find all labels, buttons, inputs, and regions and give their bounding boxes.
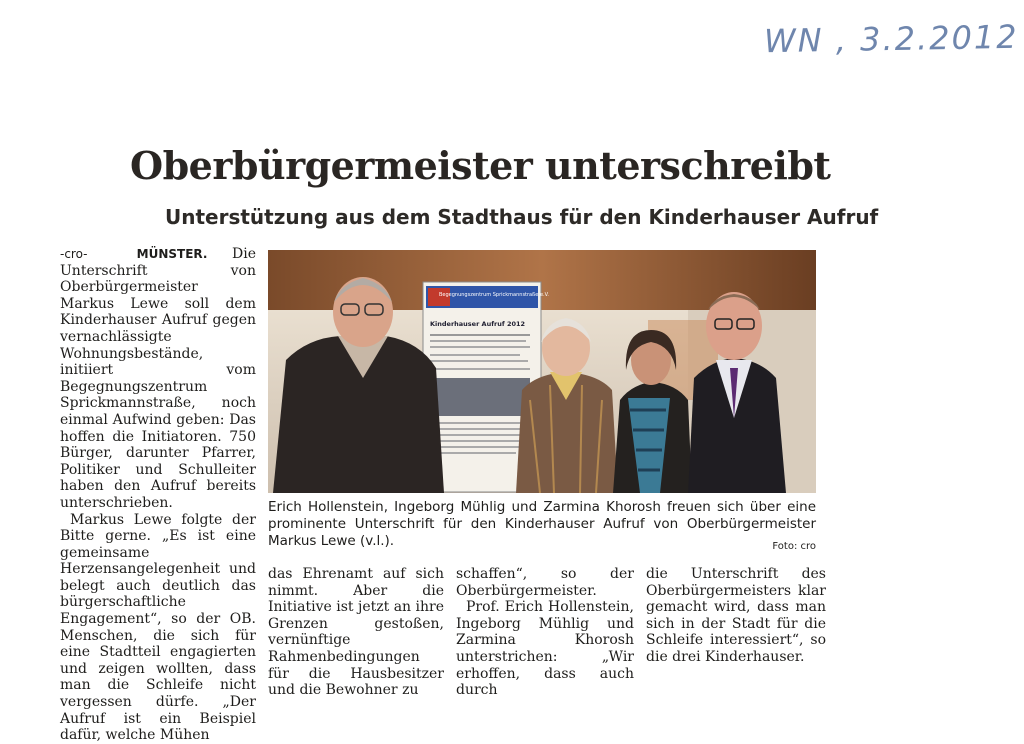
article-headline: Oberbürgermeister unterschreibt bbox=[130, 143, 831, 188]
paragraph: Markus Lewe folgte der Bitte gerne. „Es ist eine gemeinsame Herzensangelegenheit und belegt auch deutlich das bürgerschaftliche Engagement“, so der OB. Menschen, die sich für eine Stadtteil engagierten und zeigen wollten, dass man die Schleife nicht vergessen dürfe. „Der Aufruf ist ein Beispiel dafür, welche Mühen bbox=[60, 511, 256, 744]
paragraph: Prof. Erich Hollenstein, Ingeborg Mühlig und Zarmina Khorosh unterstrichen: „Wir erhoffen, dass auch durch bbox=[456, 599, 634, 699]
text-column-3 bbox=[456, 566, 634, 699]
text-column-1 bbox=[60, 246, 256, 744]
poster-photo bbox=[430, 378, 530, 416]
poster-banner-title: Begegnungszentrum Sprickmannstraße e.V. bbox=[439, 292, 549, 298]
clipping-date-handwritten: WN , 3.2.2012 bbox=[763, 17, 1019, 61]
text-column-4 bbox=[646, 566, 826, 666]
poster-heading: Kinderhauser Aufruf 2012 bbox=[430, 320, 526, 328]
text-column-2 bbox=[268, 566, 444, 699]
article-subheadline: Unterstützung aus dem Stadthaus für den Kinderhauser Aufruf bbox=[165, 205, 879, 229]
paragraph bbox=[60, 246, 256, 512]
article-photo bbox=[268, 250, 816, 493]
paragraph: schaffen“, so der Oberbürgermeister. bbox=[456, 566, 634, 599]
paragraph: das Ehrenamt auf sich nimmt. Aber die Initiative ist jetzt an ihre Grenzen gestoßen, vernünftige Rahmenbedingungen für die Hausbesitzer und die Bewohner zu bbox=[268, 566, 444, 699]
photo-credit: Foto: cro bbox=[772, 541, 816, 552]
paragraph: die Unterschrift des Oberbürgermeisters klar gemacht wird, dass man sich in der Stadt für die Schleife interessiert“, so die drei Kinderhauser. bbox=[646, 566, 826, 665]
photo-illustration bbox=[268, 250, 816, 493]
paragraph-text: Die Unterschrift von Oberbürgermeister Markus Lewe soll dem Kinderhauser Aufruf gegen vernachlässigte Wohnungsbestände, initiiert vom Begegnungszentrum Sprickmannstraße, noch einmal Aufwind geben: Das hoffen die Initiatoren. 750 Bürger, darunter Pfarrer, Politiker und Schulleiter haben den Aufruf bereits unterschrieben. bbox=[60, 246, 256, 511]
author-signature: -cro- bbox=[60, 247, 88, 261]
photo-caption: Erich Hollenstein, Ingeborg Mühlig und Zarmina Khorosh freuen sich über eine prominente Unterschrift für den Kinderhauser Aufruf von Oberbürgermeister Markus Lewe (v.l.). bbox=[268, 499, 816, 549]
dateline-city: MÜNSTER. bbox=[136, 247, 208, 261]
